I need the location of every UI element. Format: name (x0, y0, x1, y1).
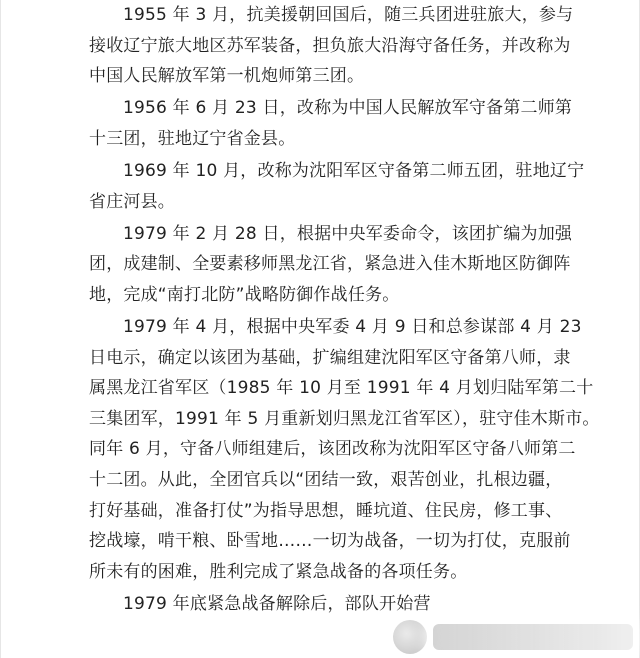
watermark-blur (433, 624, 633, 650)
text-line: 1979 年 4 月，根据中央军委 4 月 9 日和总参谋部 4 月 23 (123, 316, 582, 337)
text-line: 1956 年 6 月 23 日，改称为中国人民解放军守备第二师第 (123, 98, 573, 119)
document-body (89, 0, 600, 621)
text-line: 接收辽宁旅大地区苏军装备，担负旅大沿海守备任务，并改称为 (89, 35, 571, 56)
text-line: 省庄河县。 (89, 191, 175, 212)
text-line: 1979 年底紧急战备解除后，部队开始营 (123, 593, 431, 614)
text-line: 中国人民解放军第一机炮师第三团。 (89, 66, 365, 87)
watermark-logo-icon (393, 620, 427, 654)
text-line: 十三团，驻地辽宁省金县。 (89, 128, 296, 149)
text-line: 日电示，确定以该团为基础，扩编组建沈阳军区守备第八师，隶 (89, 347, 571, 368)
paragraph-1955 (89, 0, 574, 92)
text-line: 团，成建制、全要素移师黑龙江省，紧急进入佳木斯地区防御阵 (89, 254, 571, 275)
text-line: 所未有的困难，胜利完成了紧急战备的各项任务。 (89, 561, 468, 582)
text-line: 挖战壕，啃干粮、卧雪地……一切为战备，一切为打仗，克服前 (89, 531, 571, 552)
watermark-overlay (393, 617, 633, 657)
text-line: 同年 6 月，守备八师组建后，该团改称为沈阳军区守备八师第二 (89, 439, 576, 460)
paragraph-1956 (89, 93, 573, 154)
text-line: 打好基础，准备打仗”为指导思想，睡坑道、住民房，修工事、 (89, 500, 563, 521)
text-line: 1979 年 2 月 28 日，根据中央军委命令，该团扩编为加强 (123, 223, 573, 244)
text-line: 三集团军，1991 年 5 月重新划归黑龙江省军区），驻守佳木斯市。 (89, 408, 600, 429)
paragraph-1969 (89, 156, 585, 217)
paragraph-1979-apr (89, 312, 600, 587)
text-line: 属黑龙江省军区（1985 年 10 月至 1991 年 4 月划归陆军第二十 (89, 378, 594, 399)
paragraph-1979-feb (89, 219, 573, 311)
text-line: 1969 年 10 月，改称为沈阳军区守备第二师五团，驻地辽宁 (123, 160, 585, 181)
paragraph-1979-end (89, 589, 559, 620)
text-line: 1955 年 3 月，抗美援朝回国后，随三兵团进驻旅大，参与 (123, 5, 574, 25)
text-line: 地，完成“南打北防”战略防御作战任务。 (89, 284, 400, 305)
text-line: 十二团。从此，全团官兵以“团结一致，艰苦创业，扎根边疆， (89, 469, 563, 490)
